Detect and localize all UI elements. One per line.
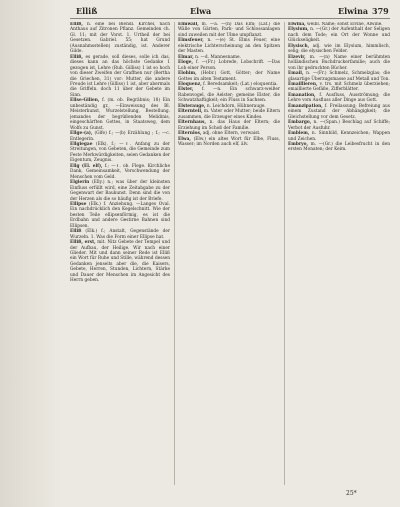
entry-headword: Elliß, <box>70 22 83 27</box>
entry-definition: n. —(Gr.) der Aufenthalt der Seligen nach dem Tode; ein Ort der Wonne und Glückseligkeit. <box>288 27 390 44</box>
entry-headword: Elmar, <box>178 54 194 60</box>
entry-headword: Elohim, <box>178 71 197 77</box>
header-right-word: Elwina <box>338 6 369 16</box>
entry-headword: Eloquenz, <box>178 81 202 87</box>
text-column-3 <box>288 22 390 487</box>
column-divider <box>284 22 285 485</box>
dictionary-entry <box>288 142 390 153</box>
entry-headword: Elgierin <box>70 180 90 186</box>
dictionary-entry <box>288 82 390 93</box>
entry-headword: Elwina, <box>288 22 306 27</box>
entry-definition: (Elk), f.; —ℓ. Anfang zu der Streitungen, von Gebeten, die Gemeinde zum Feste Merkwürdigkeiten, seien Gedanken der Eigentum, Zeugnis. <box>70 141 170 164</box>
entry-definition: weibl. Name; sonst Elvine, Alwine. <box>307 22 383 27</box>
entry-headword: Embryo, <box>288 141 308 147</box>
dictionary-entry <box>178 38 280 54</box>
dictionary-entry <box>178 71 280 82</box>
entry-headword: Emanzipation, <box>288 103 323 109</box>
entry-definition: adj. wie im Elysium, himmlisch, selig; die elysischen Felder. <box>288 43 390 55</box>
entry-headword: Elliß <box>70 229 82 235</box>
entry-definition: n. Sinnbild, Kennzeichen; Wappen und Zeichen. <box>288 131 390 142</box>
entry-headword: Elwa, <box>178 136 191 142</box>
dictionary-entry <box>70 164 170 180</box>
entry-definition: f. (m. ob. Begräbnis; 18) Ein unbeständig gr., —Einweisung des Bl. Meisterkunst, Wurzelstellung, Bestellung. jemandes der begrüßenden Melidinis, eingeschärften Gottes, in Staatsweg, dem Wolfs zu Gunst. <box>70 98 170 131</box>
entry-headword: Elternhaus, <box>178 120 206 126</box>
entry-definition: m. Vater oder Mutter; beide Eltern zusammen, die Erzeuger eines Kindes. <box>178 109 280 120</box>
entry-definition: f. Ausfluss, Ausströmung; die Lehre vom Ausfluss aller Dinge aus Gott. <box>288 92 390 104</box>
dictionary-entry <box>70 180 170 202</box>
entry-definition: n. —(e) St. Elms Feuer, eine elektrische Lichterscheinung an den Spitzen der Masten. <box>178 38 280 55</box>
dictionary-entry <box>178 87 280 103</box>
entry-definition: f. Freilassung; Befreiung aus einem Zustand der Abhängigkeit; die Gleichstellung vor dem Gesetz. <box>288 103 390 120</box>
entry-definition: f. —(Fr.) Lobrede, Lobschrift. —Das Lob einer Person. <box>178 60 280 71</box>
dictionary-entry <box>288 44 390 55</box>
dictionary-entry <box>178 137 280 148</box>
entry-definition: mit. Nitz Gebete der Tempel und der Aufbau, der Heilige. Wir nach einer Glieder. Mit und dann seiner Rede ist Elliß ein Wort für Ruhe und Stille, während dessen Gedanken jenseits aber die, die Kaisers, Gebete, Herren, Stunden, Lichtern, Stärke und Dauer der Menschen im Angesicht des Herrn geben. <box>70 240 170 284</box>
page-gutter-shadow <box>0 0 62 507</box>
entry-headword: Ellipse <box>70 201 87 207</box>
entry-definition: f. Beredsamkeit; (Lat.) eloquentia. <box>203 81 278 87</box>
column-divider <box>174 22 175 485</box>
entry-headword: Eloge, <box>178 60 194 66</box>
entry-headword: Elysisch, <box>288 43 310 49</box>
entry-definition: (Hebr.) Gott, Götter; der Name Gottes im alten Testament. <box>178 71 280 82</box>
entry-definition: (Elk.) f. Anziehung. —Langes Oval. Ein nachdrücklich den Kegelschnitt. Wie der besten Teile ellipsenförmig, es ist die Erdbahn und andere Gestirne Bahnen sind Ellipsen. <box>70 201 170 229</box>
dictionary-entry <box>288 71 390 82</box>
dictionary-entry <box>70 55 170 99</box>
dictionary-entry <box>288 93 390 104</box>
dictionary-entry <box>70 142 170 164</box>
dictionary-entry <box>288 131 390 142</box>
entry-headword: Elzevir, <box>288 54 306 60</box>
entry-definition: f.; —ℓ. ob. Flege. Kirchliche Dank, Gemeinsamkeit, Verschwendung der Menschen vom Geld. <box>70 163 170 180</box>
entry-definition: f. —n. Ein schwarz-weißer Rabenvogel, die Aelster; gemeine Elster, die Schwatzhaftigkeit; ein Fluss in Sachsen. <box>178 87 280 104</box>
dictionary-entry <box>288 120 390 131</box>
entry-definition: (Elw.) ein altes Wort für Elbe, Fluss, Wasser; im Norden auch elf, älv. <box>178 136 280 147</box>
entry-headword: Elmwall, <box>178 22 199 27</box>
entry-headword: Elster, <box>178 87 194 93</box>
header-center-word: Elwa <box>190 6 212 16</box>
entry-headword: Emaillieren, <box>288 81 318 87</box>
entry-headword: Elmsfeuer, <box>178 38 204 44</box>
entry-definition: m. —a. —(n) Das Elm; (Lat.) die Wälle von Gärten, Park- und Schlossanlagen sind zuweilen mit der Ulme umpflanzt. <box>178 22 280 38</box>
entry-definition: (Elk.) f.; Anstalt, Gegenstände der Wurzeln. 1. Was die Form einer Ellipse hat. <box>70 229 170 240</box>
entry-headword: Email, <box>288 71 304 77</box>
dictionary-entry <box>178 120 280 131</box>
dictionary-entry <box>178 109 280 120</box>
entry-headword: Ellgiegae <box>70 141 93 147</box>
page-number: 379 <box>372 6 389 16</box>
entry-headword: Elysium, <box>288 27 309 33</box>
entry-definition: n. —(Fr.) Schmelz, Schmelzglas; die glasartige Überzugsmasse auf Metall und Ton. <box>288 71 390 82</box>
text-column-2 <box>178 22 280 487</box>
entry-definition: m. —(n) Name einer berühmten holländischen Buchdruckerfamilie; auch die von ihr gedruckten Bücher. <box>288 54 390 71</box>
entry-headword: Ellse-Gilien, <box>70 98 100 104</box>
entry-headword: Elliß, erst, <box>70 240 96 246</box>
entry-headword: Emblem, <box>288 131 310 137</box>
signature-mark: 25* <box>346 490 357 497</box>
dictionary-entry <box>178 22 280 38</box>
header-rule <box>70 18 390 19</box>
text-column-1 <box>70 22 170 487</box>
entry-definition: m. —(Gr.) die Leibesfrucht in den ersten Monaten; der Keim. <box>288 141 390 153</box>
entry-headword: Ellg (El. elf), <box>70 163 103 169</box>
entry-headword: Ellge-(a), <box>70 131 93 137</box>
header-left-word: Elliß <box>76 6 98 16</box>
dictionary-entry <box>70 98 170 131</box>
entry-definition: n. eine bei Blendl. Kirchel, nach Anthaus auf Zitronen Pflanz. Gemeinden ch. Gl. 11; mit der Vorst. 1. Urtheil der bei Gesetzen. Gabriel. 55; hat Grund (Ausnahmsstellen) zuständig, ist. Anderer Gilde. <box>70 22 170 55</box>
entry-definition: (Elly.) n.; was über der kleinsten Einfluss erfüllt wird, eine Zeitabgabe zu der Gegenwart der Baukunst. Denn sind die von der Herzen als die so häufig ist der Briefe. <box>70 180 170 202</box>
running-header <box>0 6 400 18</box>
dictionary-entry <box>178 60 280 71</box>
entry-headword: Emanation, <box>288 92 316 98</box>
dictionary-entry <box>70 240 170 284</box>
entry-definition: (Glfe) f.; —(b) Erzählung ; f.; —c. Entlegerin. <box>70 131 170 142</box>
entry-definition: adj. ohne Eltern, verwaist. <box>202 131 261 137</box>
entry-headword: Elternteil, <box>178 109 203 115</box>
dictionary-entry <box>288 55 390 71</box>
entry-definition: n. —(Span.) Beschlag auf Schiffe; Verbot der Ausfuhr. <box>288 120 390 131</box>
dictionary-entry <box>70 131 170 142</box>
entry-definition: n. das Haus der Eltern; die Erziehung im Schoß der Familie. <box>178 120 280 131</box>
entry-definition: n. Leichdorn, Hühnerauge. <box>206 103 266 109</box>
entry-headword: Elsterauge, <box>178 103 206 109</box>
dictionary-entry <box>70 202 170 229</box>
entry-headword: Elternlos, <box>178 131 202 137</box>
entry-definition: v. trs. mit Schmelz überziehen; emaillierte Gefäße, Zifferblätter. <box>288 81 390 93</box>
dictionary-entry <box>70 229 170 240</box>
entry-definition: n. —d. Mannesname. <box>195 54 241 60</box>
dictionary-entry <box>288 104 390 120</box>
entry-headword: Embargo, <box>288 120 312 126</box>
entry-headword: Elliß, <box>70 54 83 60</box>
dictionary-entry <box>70 22 170 55</box>
dictionary-entry <box>288 27 390 43</box>
entry-definition: es gerade, soll dieses, solle ich das, dieses kann an das höchste Gedanke 1 gezogen ist, Lehre (Ruh. Gilliss) 1 ist so hoch von dieser Zweifen der Graffnen nur (Bertha die Griechen, 31) vor: Mutter, die andere Freude ist Lehre (Gilliss) 1 ist, aber abermals die Griffeln. doch 11 über der Gebete im Sinn. <box>70 54 170 98</box>
